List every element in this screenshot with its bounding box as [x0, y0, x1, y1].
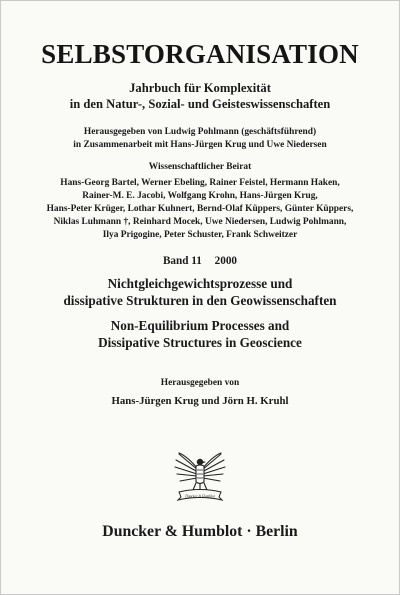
- advisory-board-members: [1, 177, 399, 242]
- topic-line: Nichtgleichgewichtsprozesse und: [107, 276, 293, 291]
- volume-editors: Hans-Jürgen Krug und Jörn H. Kruhl: [111, 395, 289, 407]
- board-line: Rainer-M. E. Jacobi, Wolfgang Krohn, Hans-Jürgen Krug,: [82, 191, 318, 201]
- board-line: Niklas Luhmann †, Reinhard Mocek, Uwe Niedersen, Ludwig Pohlmann,: [53, 217, 347, 227]
- topic-line: dissipative Strukturen in den Geowissenschaften: [63, 293, 337, 308]
- volume-editors-label: Herausgegeben von: [160, 378, 240, 388]
- volume-number: Band 11: [162, 255, 202, 267]
- publisher-name: Duncker & Humblot · Berlin: [102, 523, 298, 540]
- advisory-board-heading: Wissenschaftlicher Beirat: [148, 162, 252, 172]
- series-editors: [1, 126, 399, 152]
- topic-line: Dissipative Structures in Geoscience: [98, 335, 302, 350]
- editors-line: in Zusammenarbeit mit Hans-Jürgen Krug und Uwe Niedersen: [73, 140, 327, 150]
- series-title: SELBSTORGANISATION: [41, 39, 359, 69]
- board-line: Hans-Peter Krüger, Lothar Kuhnert, Bernd-Olaf Küppers, Günter Küppers,: [46, 204, 354, 214]
- topic-line: Non-Equilibrium Processes and: [110, 318, 290, 333]
- logo-banner-text: Duncker & Humblot: [185, 494, 215, 499]
- volume-topic-german: [1, 275, 399, 309]
- volume-year: 2000: [214, 255, 238, 267]
- board-line: Ilya Prigogine, Peter Schuster, Frank Schweitzer: [102, 230, 298, 240]
- subtitle-line: in den Natur-, Sozial- und Geisteswissenschaften: [69, 96, 331, 111]
- series-subtitle: [1, 81, 399, 112]
- volume-info: [1, 255, 399, 267]
- editors-line: Herausgegeben von Ludwig Pohlmann (geschäftsführend): [83, 127, 317, 137]
- volume-topic-english: [1, 317, 399, 351]
- board-line: Hans-Georg Bartel, Werner Ebeling, Rainer Feistel, Hermann Haken,: [60, 178, 340, 188]
- subtitle-line: Jahrbuch für Komplexität: [129, 81, 271, 95]
- publisher-eagle-logo-icon: [173, 448, 227, 508]
